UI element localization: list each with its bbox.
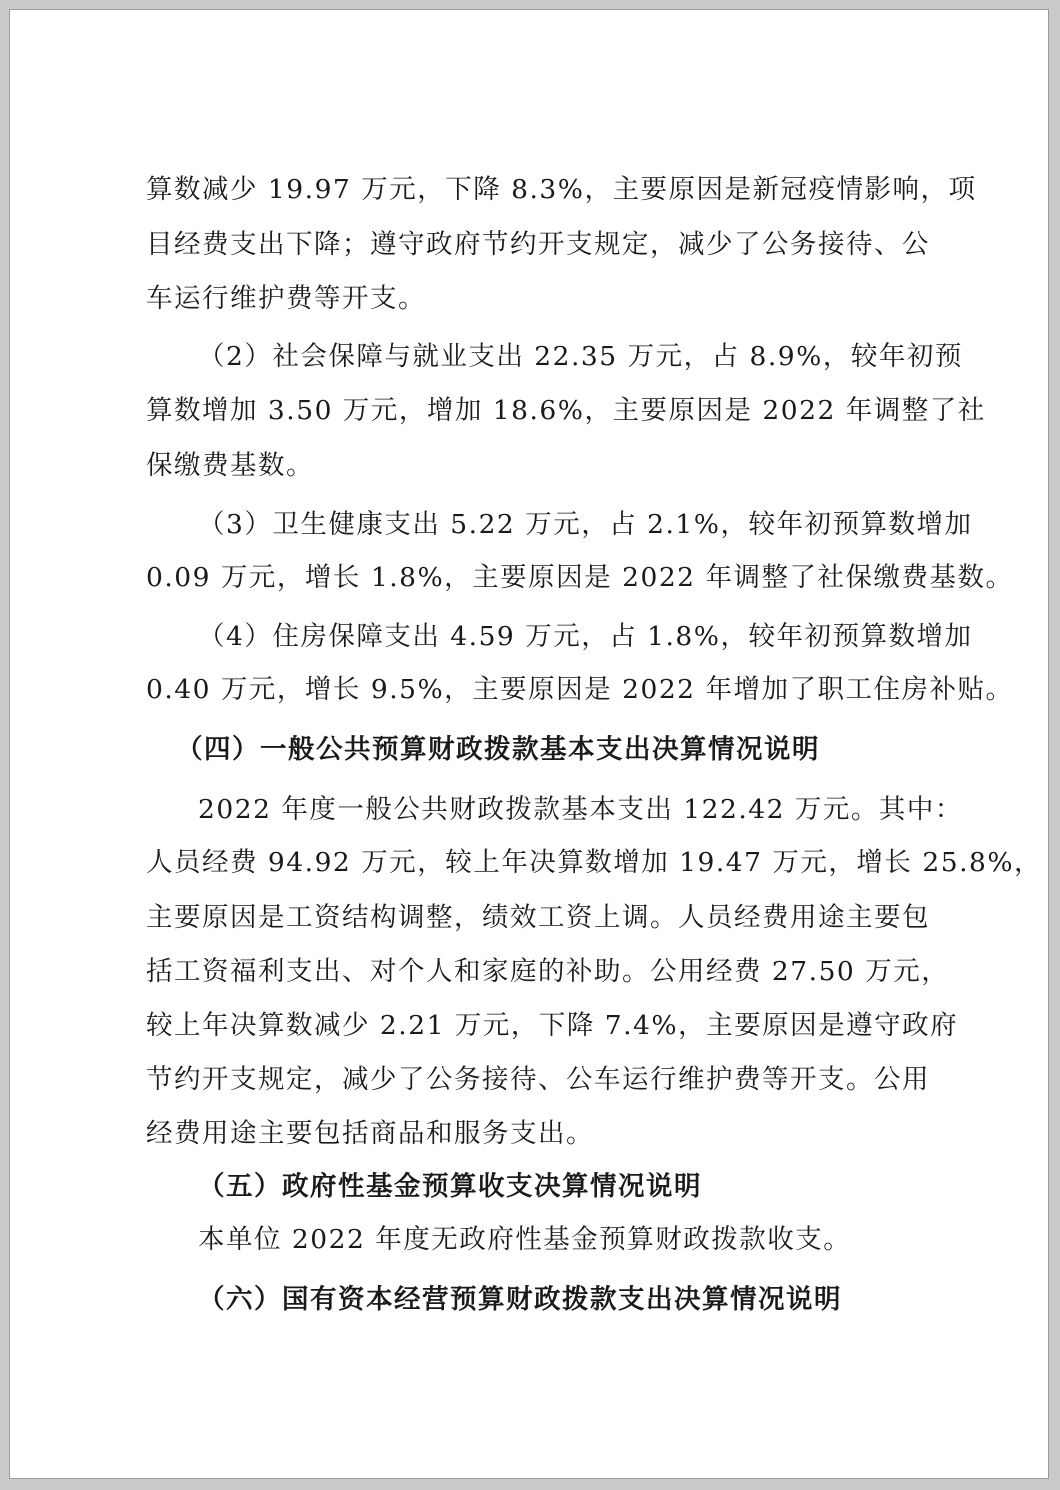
text-line: 节约开支规定，减少了公务接待、公车运行维护费等开支。公用 — [146, 1064, 930, 1095]
text-line: 车运行维护费等开支。 — [146, 283, 426, 314]
section-heading: （四）一般公共预算财政拨款基本支出决算情况说明 — [176, 734, 820, 765]
text-line: 算数减少 19.97 万元，下降 8.3%，主要原因是新冠疫情影响，项 — [146, 174, 977, 205]
text-line: 经费用途主要包括商品和服务支出。 — [146, 1118, 594, 1149]
section-heading: （六）国有资本经营预算财政拨款支出决算情况说明 — [198, 1284, 842, 1315]
text-line: （4）住房保障支出 4.59 万元，占 1.8%，较年初预算数增加 — [198, 621, 973, 652]
text-line: 0.40 万元，增长 9.5%，主要原因是 2022 年增加了职工住房补贴。 — [146, 674, 1014, 705]
text-line: 保缴费基数。 — [146, 450, 314, 481]
text-line: 主要原因是工资结构调整，绩效工资上调。人员经费用途主要包 — [146, 902, 930, 933]
section-heading: （五）政府性基金预算收支决算情况说明 — [198, 1171, 702, 1202]
text-line: 0.09 万元，增长 1.8%，主要原因是 2022 年调整了社保缴费基数。 — [146, 562, 1014, 593]
text-line: 本单位 2022 年度无政府性基金预算财政拨款收支。 — [198, 1224, 852, 1255]
text-line: 算数增加 3.50 万元，增加 18.6%，主要原因是 2022 年调整了社 — [146, 395, 986, 426]
text-line: 人员经费 94.92 万元，较上年决算数增加 19.47 万元，增长 25.8%， — [146, 847, 1043, 878]
text-line: 目经费支出下降；遵守政府节约开支规定，减少了公务接待、公 — [146, 229, 930, 260]
text-line: （3）卫生健康支出 5.22 万元，占 2.1%，较年初预算数增加 — [198, 509, 973, 540]
text-line: 较上年决算数减少 2.21 万元，下降 7.4%，主要原因是遵守政府 — [146, 1010, 959, 1041]
text-line: （2）社会保障与就业支出 22.35 万元，占 8.9%，较年初预 — [198, 341, 963, 372]
text-line: 括工资福利支出、对个人和家庭的补助。公用经费 27.50 万元， — [146, 956, 950, 987]
text-line: 2022 年度一般公共财政拨款基本支出 122.42 万元。其中： — [198, 794, 963, 825]
